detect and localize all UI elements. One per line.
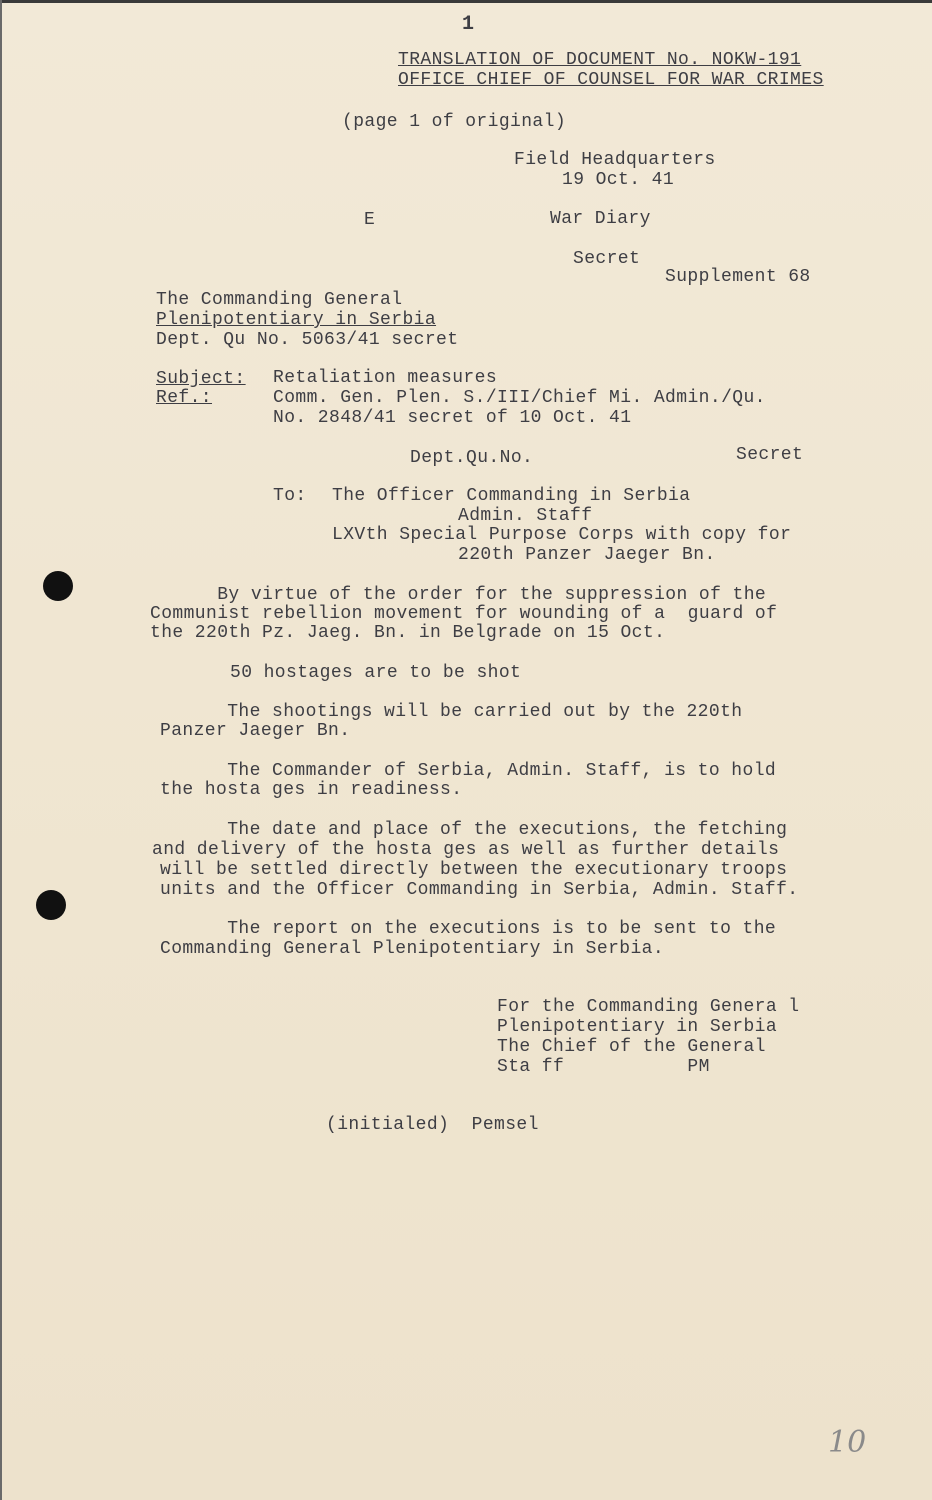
field-hq-line-1: Field Headquarters: [514, 150, 716, 170]
field-hq-date: 19 Oct. 41: [562, 170, 675, 190]
header-line-2: OFFICE CHIEF OF COUNSEL FOR WAR CRIMES: [398, 70, 824, 90]
paragraph-3-line-1: The shootings will be carried out by the 220th: [160, 702, 743, 722]
to-line-4: 220th Panzer Jaeger Bn.: [458, 545, 716, 565]
signature-line-1: For the Commanding Genera l: [497, 997, 800, 1017]
handwritten-page-number: 10: [828, 1425, 867, 1460]
header-line-1: TRANSLATION OF DOCUMENT No. NOKW-191: [398, 50, 802, 70]
letter-e: E: [364, 210, 376, 230]
paragraph-4-line-1: The Commander of Serbia, Admin. Staff, is to hold: [160, 761, 777, 781]
secret-mid: Secret: [736, 445, 804, 465]
subject-label: Subject:: [156, 369, 246, 389]
paragraph-5-line-1: The date and place of the executions, the fetching: [160, 820, 788, 840]
secret-top: Secret: [573, 249, 641, 269]
paragraph-5-line-3: will be settled directly between the executionary troops: [160, 860, 788, 880]
war-diary-label: War Diary: [550, 209, 651, 229]
original-page-note: (page 1 of original): [342, 112, 567, 132]
paragraph-6-line-1: The report on the executions is to be sent to the: [160, 919, 777, 939]
to-line-3: LXVth Special Purpose Corps with copy for: [332, 525, 792, 545]
punch-hole-bottom: [36, 890, 66, 920]
paragraph-1-line-2: Communist rebellion movement for wounding of a guard of: [150, 604, 778, 624]
paragraph-1-line-3: the 220th Pz. Jaeg. Bn. in Belgrade on 15 Oct.: [150, 623, 666, 643]
paragraph-1-line-1: By virtue of the order for the suppression of the: [150, 585, 767, 605]
sender-line-2: Plenipotentiary in Serbia: [156, 310, 437, 330]
initialed-line: (initialed) Pemsel: [326, 1115, 539, 1135]
to-line-1: The Officer Commanding in Serbia: [332, 486, 691, 506]
paragraph-6-line-2: Commanding General Plenipotentiary in Serbia.: [160, 939, 665, 959]
dept-qu-label: Dept.Qu.No.: [410, 448, 534, 468]
signature-line-3: The Chief of the General: [497, 1037, 766, 1057]
ref-line-1: Comm. Gen. Plen. S./III/Chief Mi. Admin./Qu.: [273, 388, 766, 408]
subject-text: Retaliation measures: [273, 368, 498, 388]
ref-label: Ref.:: [156, 388, 213, 408]
paragraph-2: 50 hostages are to be shot: [230, 663, 522, 683]
left-edge: [0, 0, 2, 1500]
signature-line-4: Sta ff PM: [497, 1057, 710, 1077]
supplement-label: Supplement 68: [665, 267, 811, 287]
top-edge: [0, 0, 932, 3]
paragraph-3-line-2: Panzer Jaeger Bn.: [160, 721, 351, 741]
punch-hole-top: [43, 571, 73, 601]
to-label: To:: [273, 486, 307, 506]
paragraph-4-line-2: the hosta ges in readiness.: [160, 780, 463, 800]
sender-line-1: The Commanding General: [156, 290, 403, 310]
sender-line-3: Dept. Qu No. 5063/41 secret: [156, 330, 459, 350]
signature-line-2: Plenipotentiary in Serbia: [497, 1017, 778, 1037]
ref-line-2: No. 2848/41 secret of 10 Oct. 41: [273, 408, 632, 428]
page-number: 1: [462, 13, 475, 36]
to-line-2: Admin. Staff: [458, 506, 593, 526]
paragraph-5-line-2: and delivery of the hosta ges as well as further details: [152, 840, 780, 860]
paragraph-5-line-4: units and the Officer Commanding in Serbia, Admin. Staff.: [160, 880, 799, 900]
